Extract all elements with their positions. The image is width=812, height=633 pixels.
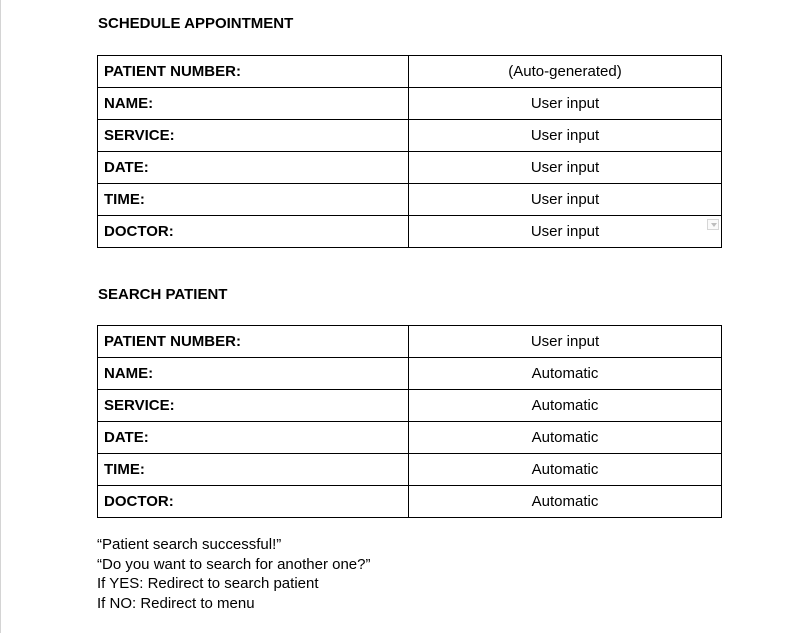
row-value: Automatic: [409, 422, 722, 454]
table-row-doctor: [98, 486, 722, 518]
table-row-doctor: [98, 216, 722, 248]
row-label: DOCTOR:: [98, 486, 409, 518]
note-line-question: “Do you want to search for another one?”: [97, 555, 371, 573]
row-label: TIME:: [98, 184, 409, 216]
chevron-down-icon[interactable]: [707, 219, 719, 230]
schedule-appointment-title: SCHEDULE APPOINTMENT: [98, 15, 294, 32]
table-row-patient-number: [98, 56, 722, 88]
row-label: DATE:: [98, 152, 409, 184]
row-value: User input: [409, 88, 722, 120]
row-value: User input: [409, 184, 722, 216]
row-label: PATIENT NUMBER:: [98, 56, 409, 88]
table-row-date: [98, 152, 722, 184]
note-line-if-no: If NO: Redirect to menu: [97, 594, 255, 612]
row-label: TIME:: [98, 454, 409, 486]
table-row-service: [98, 120, 722, 152]
note-line-success: “Patient search successful!”: [97, 536, 282, 553]
table-row-date: [98, 422, 722, 454]
search-patient-table: [97, 325, 722, 518]
page-left-edge: [0, 0, 1, 633]
row-value: Automatic: [409, 390, 722, 422]
note-line-if-yes: If YES: Redirect to search patient: [97, 575, 319, 592]
row-label: NAME:: [98, 358, 409, 390]
row-label: SERVICE:: [98, 120, 409, 152]
row-value: Automatic: [409, 454, 722, 486]
table-row-service: [98, 390, 722, 422]
row-value-doctor: [409, 216, 722, 248]
table-row-time: [98, 454, 722, 486]
notes-block: [97, 535, 371, 613]
table-row-time: [98, 184, 722, 216]
row-value-text: User input: [530, 222, 600, 240]
row-label: NAME:: [98, 88, 409, 120]
row-value: User input: [409, 152, 722, 184]
table-row-patient-number: [98, 326, 722, 358]
schedule-appointment-table: [97, 55, 722, 248]
row-label: DATE:: [98, 422, 409, 454]
table-row-name: [98, 88, 722, 120]
row-label: DOCTOR:: [98, 216, 409, 248]
table-row-name: [98, 358, 722, 390]
row-value: Automatic: [409, 486, 722, 518]
row-label: SERVICE:: [98, 390, 409, 422]
row-value: User input: [409, 120, 722, 152]
row-label: PATIENT NUMBER:: [98, 326, 409, 358]
row-value: User input: [409, 326, 722, 358]
row-value: (Auto-generated): [409, 56, 722, 88]
search-patient-title: SEARCH PATIENT: [98, 286, 228, 303]
row-value: Automatic: [409, 358, 722, 390]
